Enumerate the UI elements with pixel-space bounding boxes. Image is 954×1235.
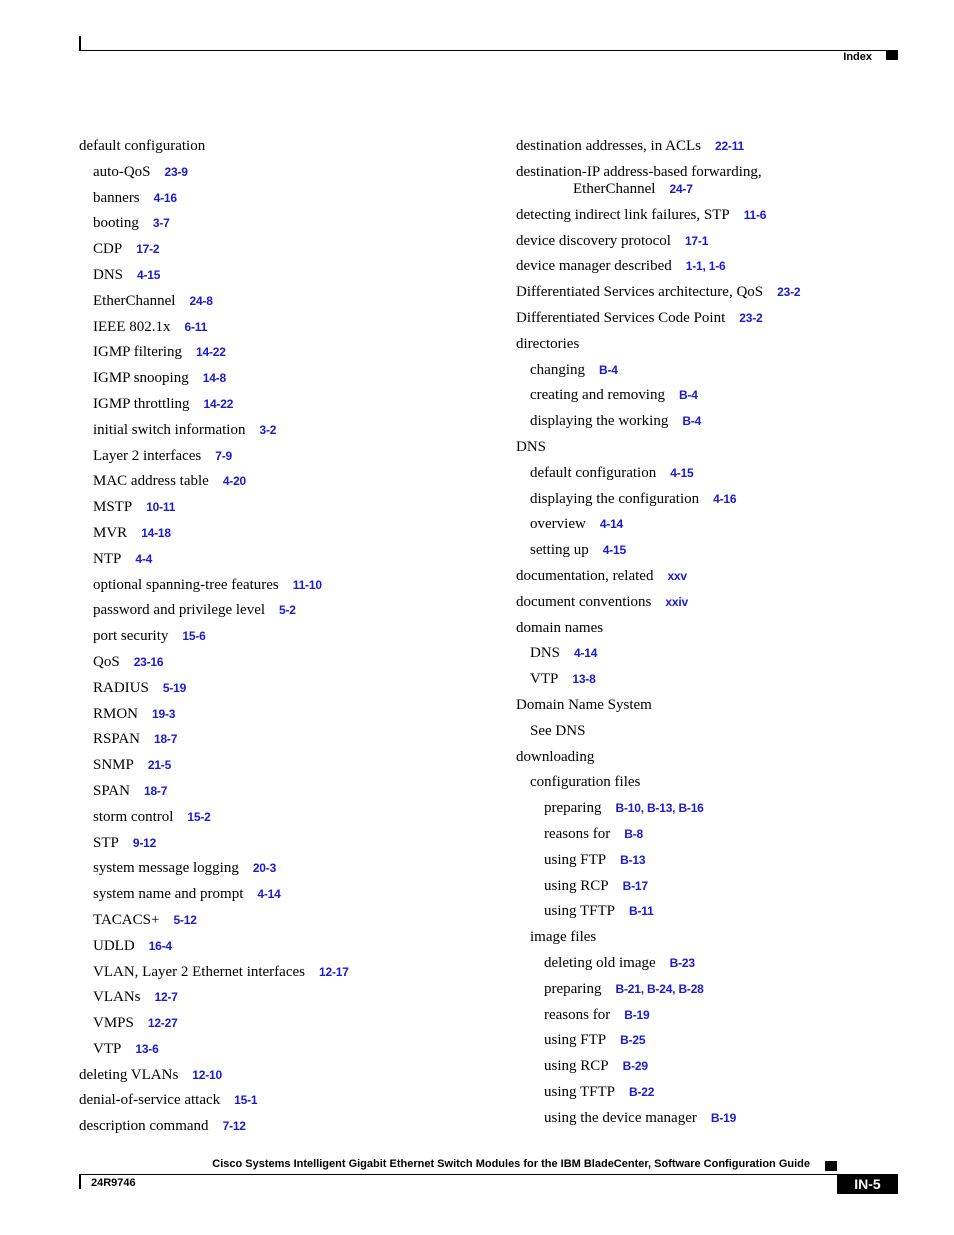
page-reference-link[interactable]: 20-3 bbox=[252, 861, 277, 876]
page-reference-link[interactable]: 4-16 bbox=[153, 190, 177, 205]
index-entry: DNS 4-14 bbox=[530, 645, 598, 662]
page-reference-link[interactable]: 5-19 bbox=[162, 680, 187, 695]
page-reference-link[interactable]: 17-2 bbox=[136, 242, 160, 257]
page-reference-link[interactable]: 24-8 bbox=[189, 293, 213, 308]
index-entry: banners 4-16 bbox=[93, 189, 177, 206]
page-reference-link[interactable]: B-8 bbox=[624, 826, 643, 841]
page-reference-link[interactable]: 22-11 bbox=[714, 139, 745, 153]
page-reference-link[interactable]: 15-1 bbox=[234, 1093, 258, 1108]
index-entry: using the device manager B-19 bbox=[544, 1109, 737, 1126]
index-entry: preparing B-10, B-13, B-16 bbox=[544, 800, 704, 817]
page-reference-link[interactable]: 21-5 bbox=[147, 758, 172, 773]
page-reference-link[interactable]: 3-2 bbox=[259, 422, 277, 437]
page-reference-link[interactable]: B-25 bbox=[620, 1033, 646, 1048]
page-reference-link[interactable]: 16-4 bbox=[148, 938, 172, 953]
page-reference-link[interactable]: 11-6 bbox=[743, 207, 767, 222]
page-reference-link[interactable]: 4-20 bbox=[222, 474, 247, 489]
index-entry: VMPS 12-27 bbox=[93, 1015, 178, 1032]
header-block-mark bbox=[886, 50, 898, 60]
page-reference-link[interactable]: 7-9 bbox=[215, 448, 233, 463]
index-entry: IEEE 802.1x 6-11 bbox=[93, 318, 208, 335]
index-entry: creating and removing B-4 bbox=[530, 387, 698, 404]
page-reference-link[interactable]: B-23 bbox=[669, 955, 695, 970]
index-entry: Differentiated Services Code Point 23-2 bbox=[516, 309, 763, 326]
page-reference-link[interactable]: B-4 bbox=[682, 414, 702, 429]
page-reference-link[interactable]: B-13 bbox=[620, 852, 646, 867]
index-entry: DNS 4-15 bbox=[93, 266, 161, 283]
index-entry: STP 9-12 bbox=[93, 834, 157, 851]
page-reference-link[interactable]: 7-12 bbox=[222, 1119, 246, 1134]
index-entry: using FTP B-13 bbox=[544, 851, 646, 868]
page-reference-link[interactable]: 13-8 bbox=[572, 672, 596, 687]
page-reference-link[interactable]: 4-14 bbox=[574, 646, 598, 661]
index-entry: using RCP B-17 bbox=[544, 877, 648, 894]
page-reference-link[interactable]: 5-12 bbox=[173, 912, 197, 927]
page-reference-link[interactable]: 4-15 bbox=[137, 267, 161, 282]
index-entry: default configuration bbox=[79, 138, 206, 154]
page-reference-link[interactable]: B-29 bbox=[622, 1059, 648, 1074]
index-entry: Layer 2 interfaces 7-9 bbox=[93, 447, 233, 464]
index-entry: changing B-4 bbox=[530, 361, 618, 378]
page-reference-link[interactable]: 15-6 bbox=[182, 629, 206, 644]
index-entry: VLANs 12-7 bbox=[93, 989, 178, 1006]
index-entry: initial switch information 3-2 bbox=[93, 421, 277, 438]
index-entry: TACACS+ 5-12 bbox=[93, 911, 197, 928]
footer-block-mark bbox=[825, 1161, 837, 1171]
page-reference-link[interactable]: 4-4 bbox=[135, 551, 153, 566]
page-reference-link[interactable]: 12-10 bbox=[192, 1067, 222, 1082]
page-reference-link[interactable]: 12-17 bbox=[319, 964, 349, 979]
index-entry: displaying the working B-4 bbox=[530, 413, 702, 430]
page-reference-link[interactable]: B-17 bbox=[622, 878, 648, 893]
index-entry: IGMP snooping 14-8 bbox=[93, 370, 226, 387]
page-reference-link[interactable]: 4-16 bbox=[713, 491, 737, 506]
page-reference-link[interactable]: 17-1 bbox=[684, 233, 709, 248]
index-entry: NTP 4-4 bbox=[93, 550, 153, 567]
index-entry: optional spanning-tree features 11-10 bbox=[93, 576, 322, 593]
page-reference-link[interactable]: 9-12 bbox=[132, 835, 157, 850]
page-reference-link[interactable]: 15-2 bbox=[187, 809, 211, 824]
index-entry: DNS bbox=[516, 438, 547, 455]
footer-corner-mark bbox=[79, 1174, 81, 1189]
page-reference-link[interactable]: 1-1, 1-6 bbox=[685, 259, 726, 274]
page-reference-link[interactable]: B-4 bbox=[598, 362, 618, 377]
page-reference-link[interactable]: 19-3 bbox=[152, 706, 176, 721]
index-entry: VTP 13-6 bbox=[93, 1040, 159, 1057]
page-reference-link[interactable]: 24-7 bbox=[669, 181, 693, 196]
footer-guide-title: Cisco Systems Intelligent Gigabit Ethernet Switch Modules for the IBM BladeCenter, Software Configuration Guide bbox=[212, 1158, 810, 1170]
index-entry: See DNS bbox=[530, 722, 586, 739]
page-reference-link[interactable]: 4-15 bbox=[602, 543, 626, 558]
page-reference-link[interactable]: xxiv bbox=[665, 594, 688, 609]
index-entry: displaying the configuration 4-16 bbox=[530, 490, 737, 507]
index-entry: domain names bbox=[516, 619, 604, 636]
index-entry: SPAN 18-7 bbox=[93, 782, 168, 799]
index-entry: auto-QoS 23-9 bbox=[93, 163, 188, 180]
index-entry: using RCP B-29 bbox=[544, 1058, 648, 1075]
page-reference-link[interactable]: B-11 bbox=[629, 904, 654, 919]
index-entry: reasons for B-8 bbox=[544, 825, 643, 842]
index-entry: description command 7-12 bbox=[79, 1118, 246, 1135]
index-entry: IGMP filtering 14-22 bbox=[93, 344, 226, 361]
header-label: Index bbox=[843, 51, 872, 63]
index-entry: system name and prompt 4-14 bbox=[93, 886, 281, 903]
page-reference-link[interactable]: B-4 bbox=[678, 388, 698, 403]
page-reference-link[interactable]: 3-7 bbox=[152, 216, 170, 231]
page-reference-link[interactable]: 23-2 bbox=[739, 310, 763, 325]
index-entry: setting up 4-15 bbox=[530, 542, 626, 559]
index-entry: EtherChannel 24-8 bbox=[93, 292, 213, 309]
index-entry: CDP 17-2 bbox=[93, 241, 160, 258]
index-entry: downloading bbox=[516, 748, 595, 765]
page-reference-link[interactable]: 5-2 bbox=[279, 603, 296, 618]
page-reference-link[interactable]: B-19 bbox=[710, 1110, 737, 1125]
index-entry: documentation, related xxv bbox=[516, 567, 687, 584]
page-reference-link[interactable]: 23-16 bbox=[133, 654, 164, 669]
index-entry: deleting old image B-23 bbox=[544, 954, 695, 971]
index-entry: storm control 15-2 bbox=[93, 808, 211, 825]
index-entry: RMON 19-3 bbox=[93, 705, 176, 722]
page-reference-link[interactable]: 13-6 bbox=[135, 1041, 159, 1056]
index-entry: RSPAN 18-7 bbox=[93, 731, 178, 748]
page-number: IN-5 bbox=[837, 1174, 898, 1194]
page-reference-link[interactable]: 14-18 bbox=[141, 525, 171, 540]
page-reference-link[interactable]: 18-7 bbox=[143, 783, 168, 798]
page-reference-link[interactable]: 4-14 bbox=[257, 887, 281, 902]
index-column-left bbox=[79, 134, 499, 1140]
index-entry: password and privilege level 5-2 bbox=[93, 602, 296, 619]
index-entry: reasons for B-19 bbox=[544, 1006, 650, 1023]
index-entry: using TFTP B-11 bbox=[544, 903, 654, 920]
index-entry: device manager described 1-1, 1-6 bbox=[516, 258, 726, 275]
index-entry: MAC address table 4-20 bbox=[93, 473, 247, 490]
page-reference-link[interactable]: 23-2 bbox=[777, 285, 801, 300]
index-entry: system message logging 20-3 bbox=[93, 860, 277, 877]
page-reference-link[interactable]: B-22 bbox=[629, 1084, 655, 1099]
index-entry: destination addresses, in ACLs 22-11 bbox=[516, 138, 745, 154]
index-entry: detecting indirect link failures, STP 11-6 bbox=[516, 206, 767, 223]
index-entry: IGMP throttling 14-22 bbox=[93, 395, 234, 412]
header-rule bbox=[79, 50, 898, 51]
index-entry: overview 4-14 bbox=[530, 516, 624, 533]
index-entry: QoS 23-16 bbox=[93, 653, 164, 670]
index-entry: MSTP 10-11 bbox=[93, 499, 176, 516]
page-reference-link[interactable]: 11-10 bbox=[292, 577, 322, 592]
index-entry: Differentiated Services architecture, QoS 23-2 bbox=[516, 284, 801, 301]
page-reference-link[interactable]: 12-27 bbox=[147, 1016, 178, 1031]
index-entry: image files bbox=[530, 929, 597, 946]
page-reference-link[interactable]: B-21, B-24, B-28 bbox=[615, 981, 704, 996]
page-reference-link[interactable]: 14-8 bbox=[202, 371, 226, 386]
page-reference-link[interactable]: B-19 bbox=[624, 1007, 650, 1022]
page-reference-link[interactable]: 12-7 bbox=[154, 990, 178, 1005]
index-entry: denial-of-service attack 15-1 bbox=[79, 1092, 258, 1109]
page-reference-link[interactable]: 14-22 bbox=[196, 345, 226, 360]
index-entry: SNMP 21-5 bbox=[93, 757, 172, 774]
page-reference-link[interactable]: 18-7 bbox=[153, 732, 178, 747]
page-reference-link[interactable]: 14-22 bbox=[203, 396, 234, 411]
page-reference-link[interactable]: 4-15 bbox=[670, 465, 694, 480]
page-reference-link[interactable]: xxv bbox=[667, 568, 687, 583]
index-entry: RADIUS 5-19 bbox=[93, 679, 187, 696]
page-reference-link[interactable]: 6-11 bbox=[184, 319, 208, 334]
index-entry: UDLD 16-4 bbox=[93, 937, 172, 954]
index-column-right bbox=[516, 134, 936, 1131]
index-entry: directories bbox=[516, 335, 580, 352]
index-entry: booting 3-7 bbox=[93, 215, 170, 232]
footer-rule bbox=[79, 1174, 898, 1175]
index-entry: VTP 13-8 bbox=[530, 671, 596, 688]
index-entry: deleting VLANs 12-10 bbox=[79, 1066, 222, 1083]
index-entry: VLAN, Layer 2 Ethernet interfaces 12-17 bbox=[93, 963, 349, 980]
index-entry: Domain Name System bbox=[516, 696, 652, 713]
index-entry: using TFTP B-22 bbox=[544, 1083, 655, 1100]
index-entry: configuration files bbox=[530, 774, 641, 791]
page-reference-link[interactable]: 10-11 bbox=[146, 500, 176, 515]
index-entry: device discovery protocol 17-1 bbox=[516, 232, 709, 249]
index-entry: using FTP B-25 bbox=[544, 1032, 646, 1049]
header-corner-mark bbox=[79, 36, 81, 51]
index-entry: MVR 14-18 bbox=[93, 524, 171, 541]
index-entry: port security 15-6 bbox=[93, 628, 206, 645]
footer-doc-number: 24R9746 bbox=[91, 1177, 136, 1189]
page-reference-link[interactable]: 23-9 bbox=[164, 164, 188, 179]
page-reference-link[interactable]: B-10, B-13, B-16 bbox=[615, 801, 704, 816]
index-entry: destination-IP address-based forwarding, EtherChannel 24-7 bbox=[516, 163, 762, 197]
index-entry: default configuration 4-15 bbox=[530, 464, 694, 481]
index-entry: preparing B-21, B-24, B-28 bbox=[544, 980, 704, 997]
index-entry: document conventions xxiv bbox=[516, 593, 688, 610]
page-reference-link[interactable]: 4-14 bbox=[599, 517, 624, 532]
